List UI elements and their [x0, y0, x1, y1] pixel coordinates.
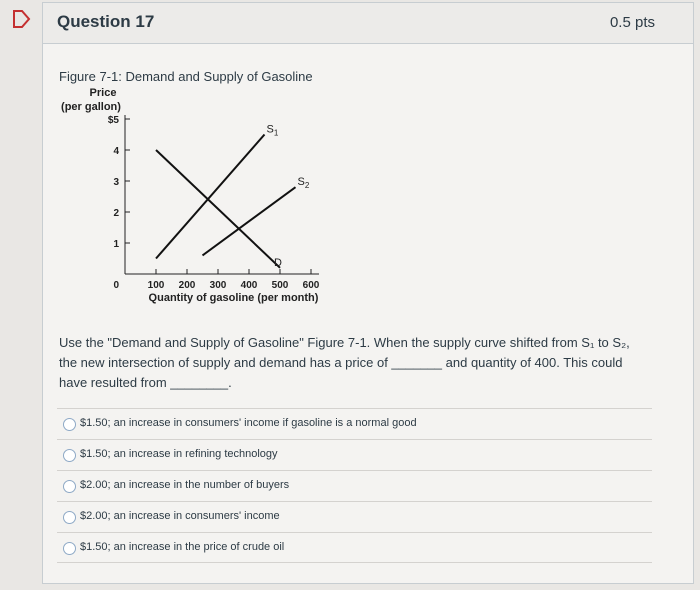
- label-s1: $S_1$: [266, 123, 279, 138]
- y-tick-label: $5: [107, 115, 119, 126]
- y-axis-label-line2: (per gallon): [61, 101, 121, 113]
- answer-list: [57, 408, 652, 563]
- y-tick-label: 0: [113, 280, 119, 291]
- x-tick-label: 600: [302, 280, 320, 291]
- answer-label: $2.00; an increase in the number of buyers: [80, 479, 290, 491]
- y-axis-label-line1: Price: [89, 87, 117, 99]
- figure-title: Figure 7-1: Demand and Supply of Gasoline: [59, 69, 313, 84]
- flag-question-icon[interactable]: [10, 8, 32, 30]
- question-text-line3: have resulted from ________.: [59, 375, 232, 390]
- radio-button[interactable]: [63, 511, 76, 524]
- y-tick-label: 4: [113, 146, 119, 157]
- radio-button[interactable]: [63, 418, 76, 431]
- label-d: D: [274, 256, 282, 269]
- label-s2: $S_2$: [297, 176, 310, 191]
- y-tick-label: 1: [113, 239, 119, 250]
- question-points: 0.5 pts: [609, 14, 655, 31]
- curve-s2: [203, 187, 296, 255]
- x-tick-label: 200: [178, 280, 196, 291]
- supply-demand-chart: [43, 3, 695, 323]
- radio-button[interactable]: [63, 542, 76, 555]
- x-tick-label: 100: [147, 280, 165, 291]
- curve-s1: [156, 135, 265, 259]
- x-tick-label: 500: [271, 280, 289, 291]
- answer-option[interactable]: [57, 532, 652, 563]
- x-tick-label: 300: [209, 280, 227, 291]
- answer-option[interactable]: [57, 408, 652, 439]
- x-axis-label: Quantity of gasoline (per month): [148, 292, 319, 304]
- answer-label: $2.00; an increase in consumers' income: [80, 510, 280, 522]
- question-text: [59, 333, 659, 393]
- answer-option[interactable]: [57, 439, 652, 470]
- question-text-line1: Use the "Demand and Supply of Gasoline" Figure 7-1. When the supply curve shifted from S₁ to S₂,: [59, 335, 630, 350]
- radio-button[interactable]: [63, 449, 76, 462]
- question-title: Question 17: [57, 12, 155, 31]
- answer-label: $1.50; an increase in the price of crude oil: [80, 541, 285, 553]
- curve-d: [156, 150, 280, 268]
- radio-button[interactable]: [63, 480, 76, 493]
- y-tick-label: 3: [113, 177, 119, 188]
- question-card: [42, 2, 694, 584]
- x-tick-label: 400: [240, 280, 258, 291]
- y-tick-label: 2: [113, 208, 119, 219]
- answer-option[interactable]: [57, 470, 652, 501]
- answer-label: $1.50; an increase in consumers' income if gasoline is a normal good: [80, 417, 417, 429]
- answer-option[interactable]: [57, 501, 652, 532]
- answer-label: $1.50; an increase in refining technology: [80, 448, 278, 460]
- question-text-line2: the new intersection of supply and demand has a price of _______ and quantity of 400. This could: [59, 355, 623, 370]
